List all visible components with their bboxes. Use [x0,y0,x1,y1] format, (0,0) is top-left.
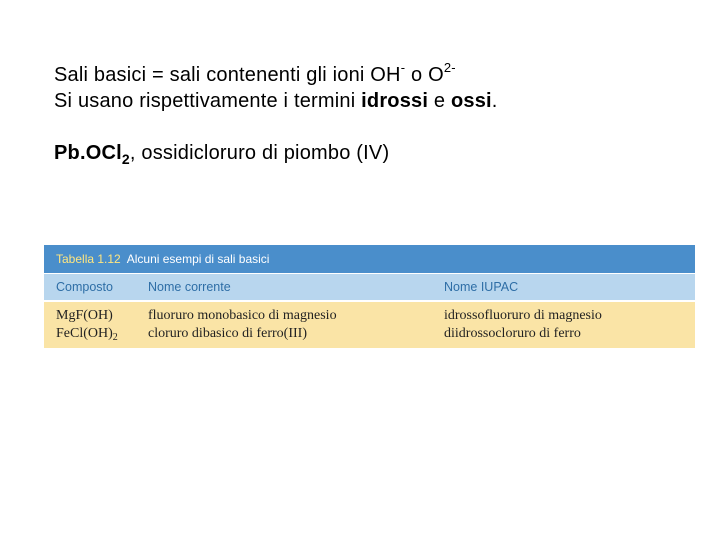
example-formula: Pb.OCl [54,142,122,164]
terms-mid: e [428,90,451,112]
table-caption [44,245,695,273]
example-description: , ossidicloruro di piombo (IV) [129,142,390,164]
table-number: Tabella 1.12 [56,252,121,266]
basic-salts-table [44,245,695,348]
row-common-name: cloruro dibasico di ferro(III) [148,326,307,341]
row-compound: MgF(OH) [56,308,113,323]
table-row [44,306,695,326]
terms-end: . [491,90,498,112]
definition-line [54,62,498,88]
term-ossi: ossi [450,90,492,112]
row-iupac-name: diidrossocloruro di ferro [444,326,581,341]
table-body [44,300,695,348]
example-line [54,140,498,166]
terms-text: Si usano rispettivamente i termini [54,90,362,112]
terms-line [54,88,498,114]
row-iupac-name: idrossofluoruro di magnesio [444,308,602,323]
intro-text [54,62,498,166]
row-compound: $FeCl(OH)_2$ [56,326,118,343]
definition-mid: o O [405,64,444,86]
oh-charge: - [400,60,406,75]
definition-text: Sali basici = sali contenenti gli ioni OH [54,64,401,86]
header-composto: Composto [56,280,113,294]
term-idrossi: idrossi [361,90,429,112]
header-nome-corrente: Nome corrente [148,280,231,294]
header-nome-iupac: Nome IUPAC [444,280,519,294]
row-common-name: fluoruro monobasico di magnesio [148,308,337,323]
table-row [44,324,695,344]
example-formula-sub: 2 [121,151,130,167]
table-title: Alcuni esempi di sali basici [126,252,270,266]
table-header [44,273,695,300]
o-charge: 2- [443,60,456,75]
